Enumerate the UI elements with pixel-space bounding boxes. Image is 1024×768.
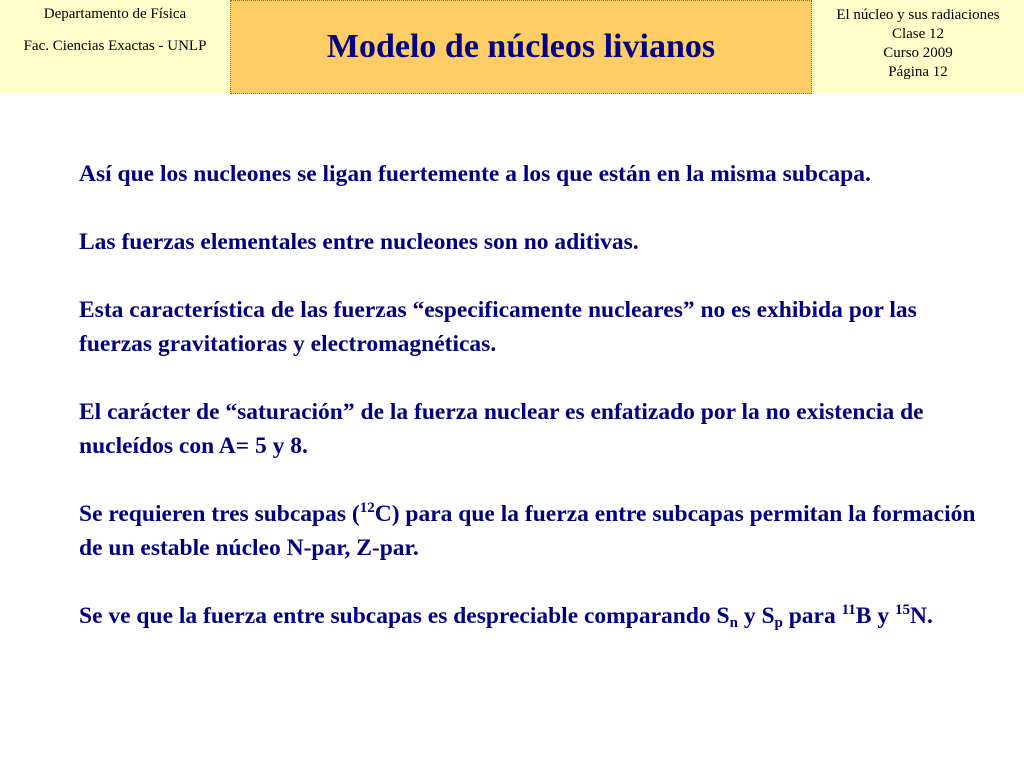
p6-subscript-p: p: [774, 615, 783, 631]
paragraph-3: Esta característica de las fuerzas “especificamente nucleares” no es exhibida por las fuerzas gravitatioras y electromagnéticas.: [79, 297, 917, 357]
p5-mass-number: 12: [359, 500, 375, 516]
paragraph-5: [79, 497, 979, 565]
class-number: Clase 12: [891, 26, 945, 42]
course-year: Curso 2009: [883, 45, 953, 61]
p6-mass-number-1: 11: [841, 602, 856, 618]
course-name: El núcleo y sus radiaciones: [836, 7, 1000, 23]
p6-text-mid: y S: [737, 603, 775, 629]
p6-element-1: B y: [855, 603, 895, 629]
paragraph-4: El carácter de “saturación” de la fuerza nuclear es enfatizado por la no existencia de nucleídos con A= 5 y 8.: [79, 399, 924, 459]
header-left-panel: [0, 0, 230, 94]
slide-body: [79, 157, 979, 633]
p6-subscript-n: n: [729, 615, 738, 631]
department-name: Departamento de Física: [43, 6, 187, 22]
p5-element: C: [374, 501, 392, 527]
p6-text-before: Se ve que la fuerza entre subcapas es despreciable comparando S: [79, 603, 730, 629]
header-title-panel: [230, 0, 812, 94]
p5-text-after: ) para que la fuerza entre subcapas permitan la formación de un estable núcleo N-par, Z-par.: [79, 501, 976, 561]
faculty-name: Fac. Ciencias Exactas - UNLP: [23, 38, 207, 54]
paragraph-6: [79, 599, 979, 633]
paragraph-1: Así que los nucleones se ligan fuertemente a los que están en la misma subcapa.: [79, 161, 871, 187]
header-right-panel: [812, 0, 1024, 94]
page-number: Página 12: [888, 64, 948, 80]
p6-mass-number-2: 15: [894, 602, 910, 618]
p5-text-before: Se requieren tres subcapas (: [79, 501, 360, 527]
paragraph-2: Las fuerzas elementales entre nucleones son no aditivas.: [79, 229, 639, 255]
p6-element-2: N.: [909, 603, 933, 629]
slide-title: Modelo de núcleos livianos: [326, 28, 716, 65]
p6-text-mid2: para: [782, 603, 842, 629]
